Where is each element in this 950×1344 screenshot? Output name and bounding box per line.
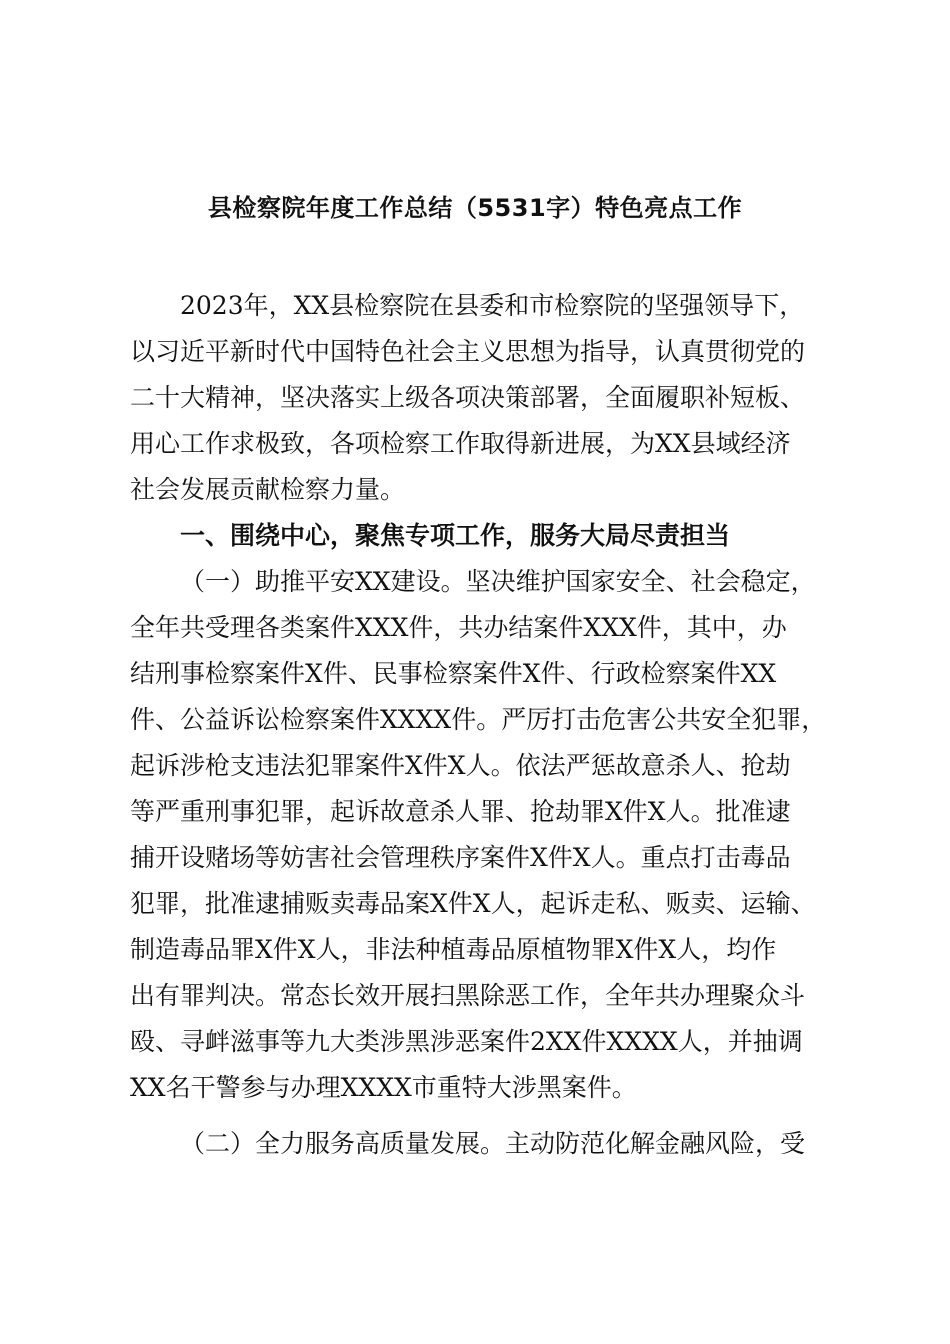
paragraph-line: 出有罪判决。常态长效开展扫黑除恶工作，全年共办理聚众斗 — [130, 981, 806, 1010]
section-heading: 一、围绕中心，聚焦专项工作，服务大局尽责担当 — [180, 521, 731, 550]
paragraph-line: 2023年，XX县检察院在县委和市检察院的坚强领导下， — [180, 291, 805, 320]
document-title: 县检察院年度工作总结（5531字）特色亮点工作 — [207, 194, 743, 222]
paragraph-line: 殴、寻衅滋事等九大类涉黑涉恶案件2XX件XXXX人，并抽调 — [130, 1027, 803, 1056]
paragraph-line: 社会发展贡献检察力量。 — [130, 475, 406, 504]
paragraph-line: 以习近平新时代中国特色社会主义思想为指导，认真贯彻党的 — [130, 337, 806, 366]
paragraph-line: 结刑事检察案件X件、民事检察案件X件、行政检察案件XX — [130, 659, 777, 688]
paragraph-line: 起诉涉枪支违法犯罪案件X件X人。依法严惩故意杀人、抢劫 — [130, 751, 791, 780]
document-body — [130, 283, 842, 1167]
paragraph-line: XX名干警参与办理XXXX市重特大涉黑案件。 — [130, 1073, 637, 1102]
paragraph-line: 用心工作求极致，各项检察工作取得新进展，为XX县域经济 — [130, 429, 791, 458]
paragraph-line: （一）助推平安XX建设。坚决维护国家安全、社会稳定， — [180, 567, 816, 596]
paragraph-line: 制造毒品罪X件X人，非法种植毒品原植物罪X件X人，均作 — [130, 935, 777, 964]
paragraph-line: 犯罪，批准逮捕贩卖毒品案X件X人，起诉走私、贩卖、运输、 — [130, 889, 816, 918]
paragraph-line: （二）全力服务高质量发展。主动防范化解金融风险，受 — [180, 1129, 806, 1158]
paragraph-line: 件、公益诉讼检察案件XXXX件。严厉打击危害公共安全犯罪， — [130, 705, 827, 734]
paragraph-line: 全年共受理各类案件XXX件，共办结案件XXX件，其中，办 — [130, 613, 787, 642]
paragraph-line: 等严重刑事犯罪，起诉故意杀人罪、抢劫罪X件X人。批准逮 — [130, 797, 791, 826]
paragraph-line: 二十大精神，坚决落实上级各项决策部署，全面履职补短板、 — [130, 383, 806, 412]
paragraph-line: 捕开设赌场等妨害社会管理秩序案件X件X人。重点打击毒品 — [130, 843, 791, 872]
